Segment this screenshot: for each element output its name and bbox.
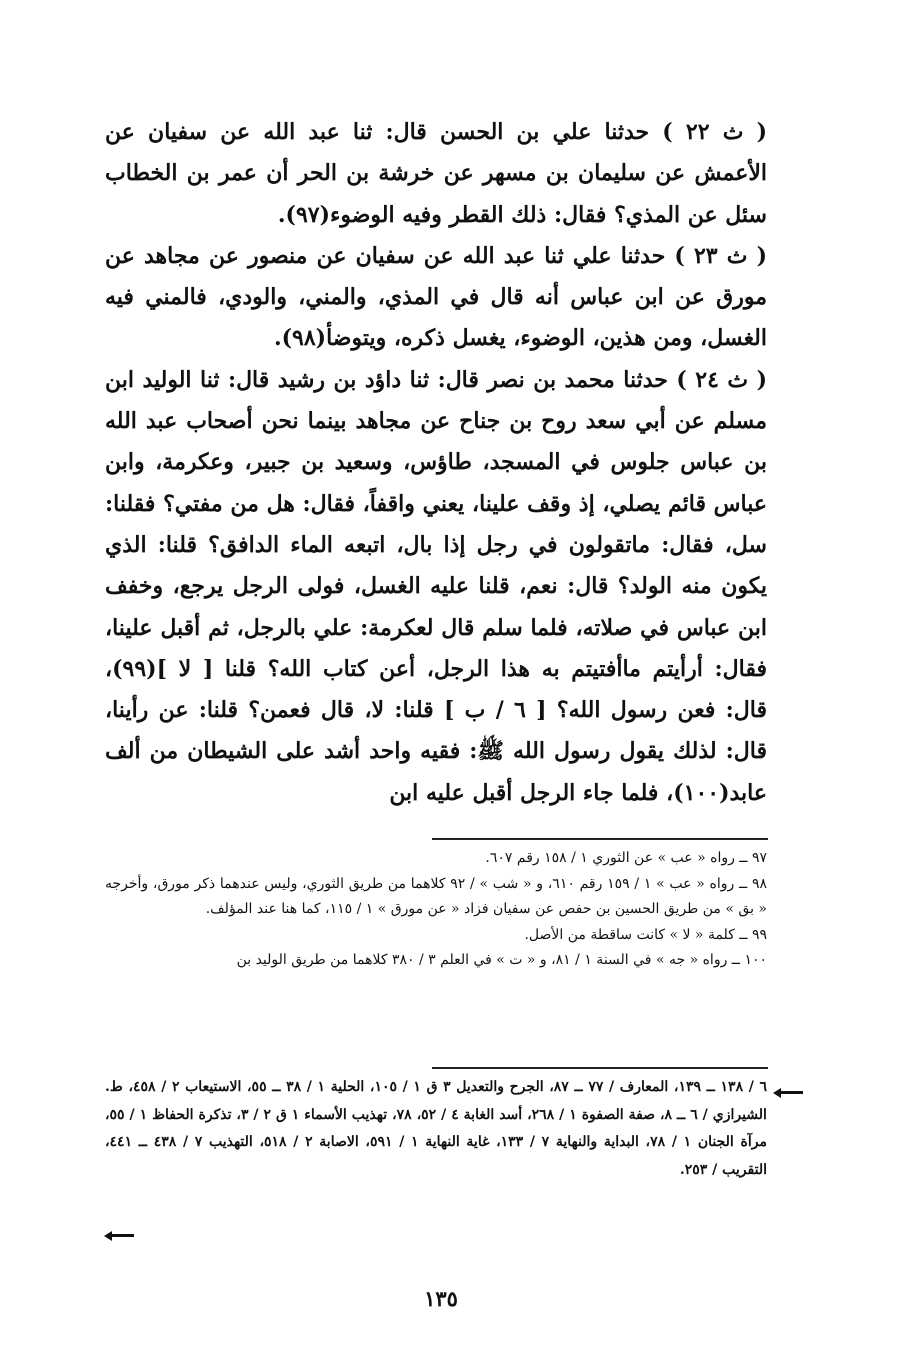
hadith-24: ( ث ٢٤ ) حدثنا محمد بن نصر قال: ثنا داؤد بن رشيد قال: ثنا الوليد ابن مسلم عن أبي سعد روح بن جناح عن مجاهد بينما نحن أصحاب عبد الله بن عباس جلوس في المسجد، طاؤس، وسعيد بن جبير، وعكرمة، وابن عباس قائم يصلي، إذ وقف علينا، يعني واقفاً، فقال: هل من مفتي؟ فقلنا: سل، فقال: ماتقولون في رجل إذا بال، اتبعه الماء الدافق؟ قلنا: الذي يكون منه الولد؟ قال: نعم، قلنا عليه الغسل، فولى الرجل يرجع، وخفف ابن عباس في صلاته، فلما سلم قال لعكرمة: علي بالرجل، ثم أقبل علينا، فقال: أرأيتم ماأفتيتم به هذا الرجل، أعن كتاب الله؟ قلنا [ لا ](٩٩)، قال: فعن رسول الله؟ [ ٦ / ب ] قلنا: لا، قال فعمن؟ قلنا: عن رأينا، قال: لذلك يقول رسول الله ﷺ: فقيه واحد أشد على الشيطان من ألف عابد(١٠٠)، فلما جاء الرجل أقبل عليه ابن — [105, 366, 767, 806]
continuation-arrow-icon — [773, 1088, 803, 1098]
footnote-99: ٩٩ ــ كلمة « لا » كانت ساقطة من الأصل. — [524, 926, 767, 943]
biography-divider — [432, 1067, 768, 1069]
footnote-98: ٩٨ ــ رواه « عب » ١ / ١٥٩ رقم ٦١٠، و « شب » / ٩٢ كلاهما من طريق الثوري، وليس عندهما ذكر مورق، وأخرجه « بق » من طريق الحسين بن حفص عن سفيان فزاد « عن مورق » ١ / ١١٥، كما هنا عند المؤلف. — [105, 875, 767, 918]
footnote-100: ١٠٠ ــ رواه « جه » في السنة ١ / ٨١، و « ت » في العلم ٣ / ٣٨٠ كلاهما من طريق الوليد بن — [236, 952, 767, 969]
continues-arrow-icon — [104, 1231, 134, 1241]
biography-references — [105, 1074, 767, 1184]
footnote-97: ٩٧ ــ رواه « عب » عن الثوري ١ / ١٥٨ رقم ٦٠٧. — [485, 850, 767, 866]
hadith-22: ( ث ٢٢ ) حدثنا علي بن الحسن قال: ثنا عبد الله عن سفيان عن الأعمش عن سليمان بن مسهر عن خرشة بن الحر أن عمر بن الخطاب سئل عن المذي؟ فقال: ذلك القطر وفيه الوضوء(٩٧). — [105, 119, 767, 228]
footnote-divider — [432, 838, 768, 840]
page-number: ١٣٥ — [424, 1286, 458, 1311]
footnotes — [105, 846, 767, 974]
biography-text: ٦ / ١٣٨ ــ ١٣٩، المعارف / ٧٧ ــ ٨٧، الجرح والتعديل ٣ ق ١ / ١٠٥، الحلية ١ / ٣٨ ــ ٥٥، الاستيعاب ٢ / ٤٥٨، ط. الشيرازي / ٦ ــ ٨، صفة الصفوة ١ / ٢٦٨، أسد الغابة ٤ / ٥٢، ٧٨، تهذيب الأسماء ١ ق ٢ / ٣، تذكرة الحفاظ ١ / ٥٥، مرآة الجنان ١ / ٧٨، البداية والنهاية ٧ / ١٣٣، غاية النهاية ١ / ٥٩١، الاصابة ٢ / ٥١٨، التهذيب ٧ / ٤٣٨ ــ ٤٤١، التقريب / ٢٥٣. — [105, 1079, 768, 1178]
hadith-23: ( ث ٢٣ ) حدثنا علي ثنا عبد الله عن سفيان عن منصور عن مجاهد عن مورق عن ابن عباس أنه قال في المذي، والمني، والودي، فالمني فيه الغسل، ومن هذين، الوضوء، يغسل ذكره، ويتوضأ(٩٨). — [105, 242, 767, 352]
main-text — [105, 112, 767, 814]
